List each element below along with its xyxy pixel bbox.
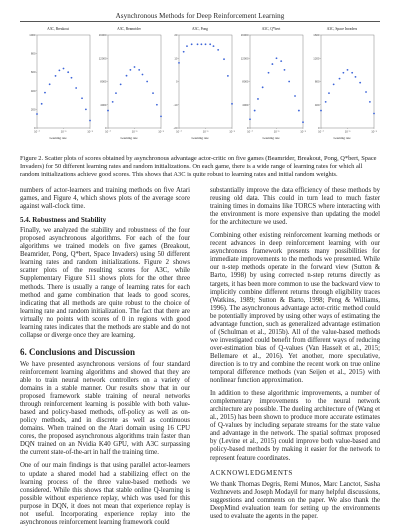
figure-caption: Figure 2. Scatter plots of scores obtained by asynchronous advantage actor-critic on five games (Beamrider, Breakout, Pong, Q*bert, Space Invaders) for 50 different learning rates and random initializations. On each game, there is a wide range of learning rates for which all random initializations achieve good scores. This shows that A3C is quite robust to learning rates and initial random weights.: [20, 155, 377, 178]
data-point: [200, 43, 202, 45]
data-point: [231, 103, 233, 105]
data-point: [142, 74, 144, 76]
paragraph: In addition to these algorithmic improvements, a number of complementary improvements to the neural network architecture are possible. The dueling architecture of (Wang et al., 2015) has been shown to produce more accurate estimates of Q-values by including separate streams for the state value and advantage in the network. The spatial softmax proposed by (Levine et al., 2015) could improve both value-based and policy-based methods by making it easier for the network to represent feature coordinates.: [210, 390, 380, 462]
data-point: [205, 43, 207, 45]
data-point: [71, 77, 73, 79]
y-tick-label: 0: [104, 126, 107, 130]
y-tick-label: -20: [173, 126, 178, 130]
data-point: [75, 87, 77, 89]
scatter-plot: [308, 32, 376, 136]
data-point: [294, 95, 296, 97]
figure-2: [24, 27, 376, 149]
running-title: Asynchronous Methods for Deep Reinforcement Learning: [115, 12, 285, 20]
data-point: [67, 71, 69, 73]
x-axis-label: Learning rate: [49, 136, 67, 140]
x-tick-label: 10⁻³: [344, 129, 351, 134]
x-tick-label: 10⁻²: [87, 129, 93, 134]
data-point: [178, 62, 180, 64]
data-point: [249, 118, 251, 120]
data-point: [191, 43, 193, 45]
data-point: [89, 120, 91, 122]
data-point: [320, 110, 322, 112]
data-point: [129, 69, 131, 71]
x-tick-label: 10⁻³: [131, 129, 138, 134]
data-point: [359, 82, 361, 84]
data-point: [197, 43, 199, 45]
data-point: [152, 92, 154, 94]
y-tick-label: -10: [173, 102, 178, 107]
acknowledgments-heading: ACKNOWLEDGMENTS: [210, 468, 293, 477]
x-axis-label: Learning rate: [333, 136, 351, 140]
scatter-plot: [95, 32, 163, 136]
data-point: [276, 57, 278, 59]
data-point: [112, 101, 114, 103]
y-tick-label: 8000: [100, 79, 107, 84]
data-point: [213, 45, 215, 47]
data-point: [115, 92, 117, 94]
plot-frame: [321, 35, 374, 128]
subplot-title: A3C, Q*bert: [261, 27, 281, 31]
data-point: [373, 113, 375, 115]
paragraph: One of our main findings is that using parallel actor-learners to update a shared model had a stabilizing effect on the learning process of the three value-based methods we considered. While this shows that stable online Q-learning is possible without experience replay, which was used for this purpose in DQN, it does not mean that experience replay is not useful. Incorporating experience replay into the asynchronous reinforcement learning framework could: [20, 462, 190, 526]
data-point: [351, 72, 353, 74]
data-point: [339, 78, 341, 80]
data-point: [369, 101, 371, 103]
data-point: [254, 110, 256, 112]
scatter-plot: [24, 32, 92, 136]
y-tick-label: 1000: [29, 33, 36, 37]
data-point: [156, 104, 158, 106]
y-tick-label: 600: [30, 70, 36, 75]
subplot: [166, 27, 234, 149]
data-point: [347, 69, 349, 71]
x-axis-label: Learning rate: [120, 136, 138, 140]
right-column: [210, 187, 380, 526]
y-tick-label: 20: [174, 33, 178, 37]
data-point: [126, 75, 128, 77]
x-tick-label: 10⁻²: [300, 129, 306, 134]
plot-frame: [250, 35, 303, 128]
subplot-title: A3C, Pong: [192, 27, 208, 31]
subsection-heading: 5.4. Robustness and Stability: [20, 216, 107, 225]
paragraph: Combining other existing reinforcement learning methods or recent advances in deep reinforcement learning with our asynchronous framework presents many possibilities for immediate improvements to the methods we presented. While our n-step methods operate in the forward view (Sutton & Barto, 1998) by using corrected n-step returns directly as targets, it has been more common to use the backward view to implicitly combine different returns through eligibility traces (Watkins, 1989; Sutton & Barto, 1998; Peng & Williams, 1996). The asynchronous advantage actor-critic method could be potentially improved by using other ways of estimating the advantage function, such as generalized advantage estimation of (Schulman et al., 2015b). All of the value-based methods we investigated could benefit from different ways of reducing over-estimation bias of Q-values (Van Hasselt et al., 2015; Bellemare et al., 2016). Yet another, more speculative, direction is to try and combine the recent work on true online temporal difference methods (van Seijen et al., 2015) with nonlinear function approximation.: [210, 232, 380, 385]
y-tick-label: 1600: [313, 33, 320, 37]
paragraph: substantially improve the data efficiency of these methods by reusing old data. This could in turn lead to much faster training times in domains like TORCS where interacting with the environment is more expensive than updating the model for the architecture we used.: [210, 187, 380, 227]
data-point: [333, 84, 335, 86]
scatter-plot: [166, 32, 234, 136]
data-point: [55, 75, 57, 77]
y-tick-label: 12000: [98, 56, 107, 61]
subplot: [237, 27, 305, 149]
data-point: [223, 58, 225, 60]
data-point: [271, 63, 273, 65]
x-tick-label: 10⁻³: [273, 129, 280, 134]
section-heading: 6. Conclusions and Discussion: [20, 346, 136, 357]
x-tick-label: 10⁻³: [60, 129, 67, 134]
left-column: [20, 187, 190, 532]
data-point: [120, 84, 122, 86]
data-point: [288, 81, 290, 83]
paragraph: numbers of actor-learners and training methods on five Atari games, and Figure 4, which shows plots of the average score against wall-clock time.: [20, 187, 190, 211]
data-point: [81, 97, 83, 99]
y-tick-label: 4000: [242, 102, 249, 107]
data-point: [107, 110, 109, 112]
data-point: [284, 69, 286, 71]
x-tick-label: 10⁻³: [202, 129, 209, 134]
y-tick-label: 16000: [240, 33, 249, 37]
x-tick-label: 10⁻⁴: [247, 129, 253, 134]
data-point: [268, 72, 270, 74]
data-point: [49, 83, 51, 85]
scatter-plot: [237, 32, 305, 136]
data-point: [146, 81, 148, 83]
x-tick-label: 10⁻⁴: [105, 129, 111, 134]
plot-frame: [108, 35, 161, 128]
y-tick-label: 0: [175, 79, 178, 84]
subplot: [308, 27, 376, 149]
x-tick-label: 10⁻²: [158, 129, 164, 134]
data-point: [138, 69, 140, 71]
x-tick-label: 10⁻⁴: [34, 129, 40, 134]
y-tick-label: 12000: [240, 56, 249, 61]
data-point: [183, 51, 185, 53]
data-point: [58, 69, 60, 71]
data-point: [325, 101, 327, 103]
y-tick-label: 0: [246, 126, 249, 130]
data-point: [227, 75, 229, 77]
x-tick-label: 10⁻⁴: [318, 129, 324, 134]
subplot: [24, 27, 92, 149]
y-tick-label: 0: [33, 126, 36, 130]
paragraph: Finally, we analyzed the stability and robustness of the four proposed asynchronous algorithms. For each of the four algorithms we trained models on five games (Breakout, Beamrider, Pong, Q*bert, Space Invaders) using 50 different learning rates and random initializations. Figure 2 shows scatter plots of the resulting scores for A3C, while Supplementary Figure S11 shows plots for the other three methods. There is usually a range of learning rates for each method and game combination that leads to good scores, indicating that all methods are quite robust to the choice of learning rate and random initialization. The fact that there are virtually no points with scores of 0 in regions with good learning rates indicates that the methods are stable and do not collapse or diverge once they are learning.: [20, 227, 190, 339]
data-point: [280, 60, 282, 62]
subplot-title: A3C, Breakout: [47, 27, 69, 31]
data-point: [160, 115, 162, 117]
y-tick-label: 4000: [100, 102, 107, 107]
paragraph: We thank Thomas Degris, Remi Munos, Marc Lanctot, Sasha Vezhnevets and Joseph Modayil for many helpful discussions, suggestions and comments on the paper. We also thank the DeepMind evaluation team for setting up the environments used to evaluate the agents in the paper.: [210, 480, 380, 520]
subplot-title: A3C, Space Invaders: [326, 27, 358, 31]
x-tick-label: 10⁻²: [371, 129, 377, 134]
y-tick-label: 8000: [242, 79, 249, 84]
data-point: [134, 66, 136, 68]
data-point: [257, 98, 259, 100]
data-point: [186, 45, 188, 47]
data-point: [209, 43, 211, 45]
x-axis-label: Learning rate: [262, 136, 280, 140]
data-point: [63, 68, 65, 70]
data-point: [298, 110, 300, 112]
header-rule: [20, 21, 380, 22]
data-point: [328, 92, 330, 94]
data-point: [262, 86, 264, 88]
y-tick-label: 800: [314, 79, 320, 84]
data-point: [302, 121, 304, 123]
x-axis-label: Learning rate: [191, 136, 209, 140]
data-point: [342, 72, 344, 74]
paragraph: We have presented asynchronous versions of four standard reinforcement learning algorithms and showed that they are able to train neural network controllers on a variety of domains in a stable manner. Our results show that in our proposed framework stable training of neural networks through reinforcement learning is possible with both value-based and policy-based methods, off-policy as well as on-policy methods, and in discrete as well as continuous domains. When trained on the Atari domain using 16 CPU cores, the proposed asynchronous algorithms train faster than DQN trained on an Nvidia K40 GPU, with A3C surpassing the current state-of-the-art in half the training time.: [20, 360, 190, 457]
y-tick-label: 10: [174, 56, 178, 61]
x-tick-label: 10⁻²: [229, 129, 235, 134]
data-point: [355, 76, 357, 78]
y-tick-label: 200: [30, 107, 36, 112]
data-point: [36, 113, 38, 115]
y-tick-label: 400: [30, 88, 36, 93]
data-point: [217, 49, 219, 51]
plot-frame: [179, 35, 232, 128]
data-point: [85, 109, 87, 111]
x-tick-label: 10⁻⁴: [176, 129, 182, 134]
y-tick-label: 1200: [313, 56, 320, 61]
y-tick-label: 0: [317, 126, 320, 130]
y-tick-label: 800: [30, 51, 36, 56]
data-point: [41, 103, 43, 105]
data-point: [365, 91, 367, 93]
plot-frame: [37, 35, 90, 128]
subplot-title: A3C, Beamrider: [117, 27, 141, 31]
y-tick-label: 400: [314, 102, 320, 107]
subplot: [95, 27, 163, 149]
y-tick-label: 16000: [98, 33, 107, 37]
data-point: [44, 92, 46, 94]
